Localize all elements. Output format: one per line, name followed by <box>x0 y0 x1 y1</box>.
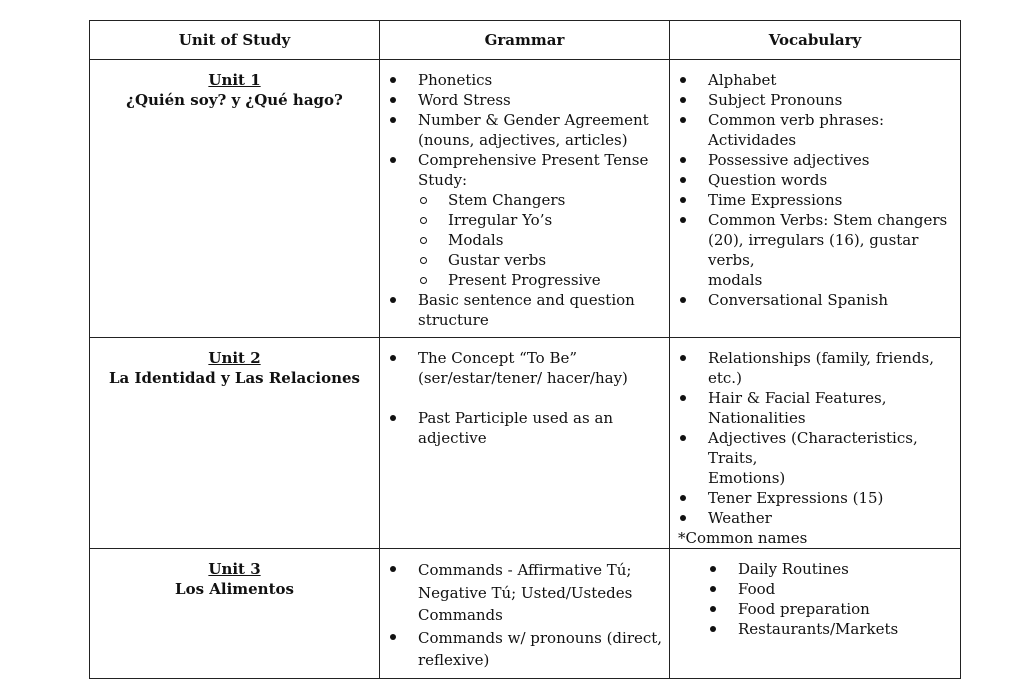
unit-number: Unit 1 <box>208 71 261 89</box>
vocabulary-list <box>670 60 960 310</box>
grammar-cell <box>380 549 670 679</box>
unit-number: Unit 3 <box>208 560 261 578</box>
list-item: Basic sentence and question structure <box>418 290 665 330</box>
grammar-list <box>380 60 669 330</box>
list-item: Phonetics <box>418 70 665 90</box>
unit-cell <box>90 338 380 549</box>
spacer <box>418 388 665 408</box>
vocabulary-cell <box>670 60 961 338</box>
unit-cell <box>90 60 380 338</box>
table-row <box>90 338 961 549</box>
list-item: Possessive adjectives <box>708 150 956 170</box>
list-item: Commands - Affirmative Tú; Negative Tú; Usted/Ustedes Commands <box>418 559 665 627</box>
list-item: Weather <box>708 508 956 528</box>
table-row <box>90 60 961 338</box>
sub-item: Gustar verbs <box>448 250 665 270</box>
list-item: Number & Gender Agreement (nouns, adjectives, articles) <box>418 110 665 150</box>
vocabulary-list <box>670 549 960 639</box>
header-grammar: Grammar <box>380 21 670 60</box>
list-item: The Concept “To Be” (ser/estar/tener/ hacer/hay) <box>418 348 665 388</box>
unit-name: La Identidad y Las Relaciones <box>108 369 360 387</box>
list-item: Question words <box>708 170 956 190</box>
table-row <box>90 549 961 679</box>
grammar-cell <box>380 338 670 549</box>
list-item: Hair & Facial Features, Nationalities <box>708 388 956 428</box>
sub-list <box>418 190 665 290</box>
list-item: Relationships (family, friends, etc.) <box>708 348 956 388</box>
sub-item: Stem Changers <box>448 190 665 210</box>
list-item: Common verb phrases: Actividades <box>708 110 956 150</box>
vocabulary-list <box>670 338 960 528</box>
sub-item: Modals <box>448 230 665 250</box>
grammar-list <box>380 549 669 672</box>
unit-name: ¿Quién soy? y ¿Qué hago? <box>126 91 343 109</box>
list-item: Tener Expressions (15) <box>708 488 956 508</box>
unit-number: Unit 2 <box>208 349 261 367</box>
sub-item: Present Progressive <box>448 270 665 290</box>
header-unit: Unit of Study <box>90 21 380 60</box>
grammar-list <box>380 338 669 448</box>
list-item: Restaurants/Markets <box>738 619 956 639</box>
list-item: Time Expressions <box>708 190 956 210</box>
list-item: Food <box>738 579 956 599</box>
list-item: Subject Pronouns <box>708 90 956 110</box>
list-item: Past Participle used as an adjective <box>418 408 665 448</box>
list-item: Commands w/ pronouns (direct, reflexive) <box>418 627 665 672</box>
unit-cell <box>90 549 380 679</box>
list-item: Common Verbs: Stem changers (20), irregulars (16), gustar verbs, modals <box>708 210 956 290</box>
list-item: Adjectives (Characteristics, Traits, Emotions) <box>708 428 956 488</box>
list-item: Word Stress <box>418 90 665 110</box>
list-item: Conversational Spanish <box>708 290 956 310</box>
header-row <box>90 21 961 60</box>
list-item: Food preparation <box>738 599 956 619</box>
unit-name: Los Alimentos <box>175 580 294 598</box>
list-item: Alphabet <box>708 70 956 90</box>
list-item: Comprehensive Present Tense Study: Stem Changers Irregular Yo’s Modals Gustar verbs Present Progressive <box>418 150 665 290</box>
sub-item: Irregular Yo’s <box>448 210 665 230</box>
vocabulary-cell <box>670 338 961 549</box>
vocabulary-cell <box>670 549 961 679</box>
grammar-cell <box>380 60 670 338</box>
common-names-note: *Common names <box>678 529 808 547</box>
list-item: Daily Routines <box>738 559 956 579</box>
curriculum-table <box>89 20 961 679</box>
header-vocabulary: Vocabulary <box>670 21 961 60</box>
